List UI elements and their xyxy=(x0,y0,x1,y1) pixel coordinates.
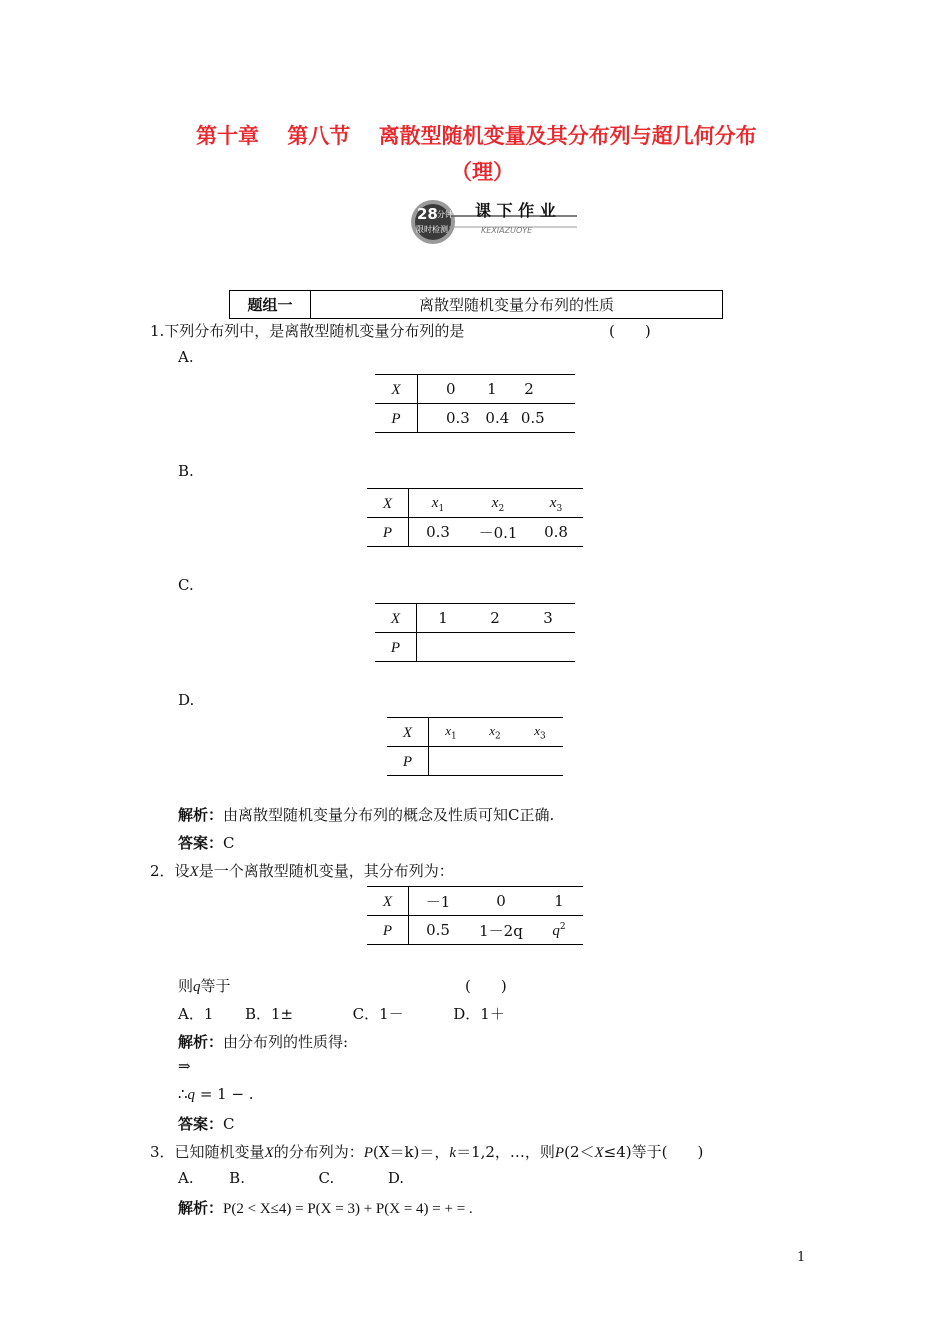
q1-analysis xyxy=(178,804,554,825)
q2-options xyxy=(178,1003,505,1024)
table-cell: 2 xyxy=(469,604,521,633)
table-cell: 1 xyxy=(535,887,583,916)
q2-implies: ⇒ xyxy=(178,1057,191,1075)
answer-text: C xyxy=(223,834,235,852)
table-cell: 0 xyxy=(467,887,535,916)
q1-option-c: C. xyxy=(178,576,194,594)
table-x-label: X xyxy=(382,495,393,512)
q1-answer xyxy=(178,832,235,853)
q2-therefore xyxy=(178,1085,254,1104)
table-cell: 1－2q xyxy=(467,916,535,945)
group-header xyxy=(229,290,723,319)
table-cell: 0.3 xyxy=(409,518,468,547)
table-cell-sup: 2 xyxy=(559,921,566,932)
table-cell: 0 xyxy=(446,380,456,398)
table-cell-sub: 2 xyxy=(498,503,505,514)
q2-analysis xyxy=(178,1031,348,1052)
table-cell-sub: 1 xyxy=(451,731,457,742)
table-cell: 0.4 xyxy=(485,409,510,427)
analysis-text: 由分布列的性质得: xyxy=(223,1033,349,1051)
table-p-label: P xyxy=(382,524,393,541)
text-run: ≤4)等于( ) xyxy=(603,1143,704,1161)
q1-paren: ( ) xyxy=(609,322,651,340)
homework-logo xyxy=(409,196,579,246)
q3-stem xyxy=(150,1141,703,1162)
text-run: 等于 xyxy=(200,977,231,995)
table-cell-sub: 2 xyxy=(495,731,501,742)
table-p-label: P xyxy=(402,753,413,770)
q1-table-a xyxy=(375,374,575,433)
table-cell: 0.5 xyxy=(520,409,545,427)
table-x-label: X xyxy=(402,724,413,741)
option-c: C．1－ xyxy=(352,1005,404,1023)
q1-stem: 1.下列分布列中，是离散型随机变量分布列的是 xyxy=(150,322,465,340)
group-label: 题组一 xyxy=(230,291,311,318)
option-c: C. xyxy=(318,1169,335,1187)
text-run: ＝k)＝， xyxy=(389,1143,450,1161)
table-cell: 0.5 xyxy=(409,916,468,945)
table-x-label: X xyxy=(390,610,401,627)
q1-option-a: A. xyxy=(178,348,194,366)
option-a: A. xyxy=(178,1169,194,1187)
q2-paren: ( ) xyxy=(465,977,507,995)
text-run: 2．设 xyxy=(150,862,190,880)
variable: P xyxy=(554,1145,565,1161)
analysis-label: 解析： xyxy=(178,806,224,824)
table-x-label: X xyxy=(382,893,393,910)
table-p-label: P xyxy=(382,922,393,939)
q1-table-c xyxy=(375,603,575,662)
table-cell: 2 xyxy=(524,380,534,398)
option-d: D. xyxy=(387,1169,405,1187)
table-cell-sub: 3 xyxy=(540,731,546,742)
text-run: 是一个离散型随机变量，其分布列为： xyxy=(198,862,454,880)
variable: X xyxy=(594,1145,604,1161)
text-run: (X xyxy=(372,1143,390,1161)
table-cell: x xyxy=(431,494,439,511)
text-run: ＝1,2，…，则 xyxy=(456,1143,555,1161)
page-number: 1 xyxy=(797,1250,806,1265)
table-x-label: X xyxy=(391,381,401,398)
variable: k xyxy=(449,1145,457,1161)
table-cell: x xyxy=(489,722,496,738)
table-cell: －1 xyxy=(409,887,468,916)
analysis-text: P(2 < X≤4) = P(X = 3) + P(X = 4) = + = . xyxy=(223,1201,473,1217)
option-b: B. xyxy=(229,1169,245,1187)
table-cell: x xyxy=(445,722,452,738)
q2-table xyxy=(367,886,583,945)
q1-table-d xyxy=(387,717,563,776)
table-cell: q xyxy=(552,922,560,939)
variable: P xyxy=(363,1145,373,1161)
variable: X xyxy=(264,1145,274,1161)
answer-text: C xyxy=(223,1115,235,1133)
text-run: = 1 − . xyxy=(195,1085,254,1103)
table-cell: －0.1 xyxy=(467,518,529,547)
text-run: 则 xyxy=(178,977,194,995)
variable: q xyxy=(187,1087,196,1103)
table-cell: x xyxy=(549,494,557,511)
option-a: A．1 xyxy=(178,1005,214,1023)
q1-option-d: D. xyxy=(178,691,195,709)
table-cell: 1 xyxy=(487,380,497,398)
option-b: B．1± xyxy=(244,1005,294,1023)
text-run: 的分布列为： xyxy=(273,1143,364,1161)
option-d: D．1＋ xyxy=(453,1005,505,1023)
answer-label: 答案： xyxy=(178,1115,224,1133)
logo-main-text: 课 下 作 业 xyxy=(475,201,556,220)
analysis-label: 解析： xyxy=(178,1033,224,1051)
logo-pinyin: KEXIAZUOYE xyxy=(481,226,533,235)
variable: q xyxy=(193,979,201,995)
table-cell: x xyxy=(491,494,499,511)
q2-stem xyxy=(150,860,454,881)
text-run: 3．已知随机变量 xyxy=(150,1143,265,1161)
table-p-label: P xyxy=(391,410,401,427)
variable: X xyxy=(189,864,199,880)
q3-options xyxy=(178,1169,404,1187)
answer-label: 答案： xyxy=(178,834,224,852)
q2-answer xyxy=(178,1113,235,1134)
logo-number: 28 xyxy=(417,205,438,223)
analysis-text: 由离散型随机变量分布列的概念及性质可知C正确. xyxy=(223,806,555,824)
q1-table-b xyxy=(367,488,583,547)
text-run: (2＜ xyxy=(564,1143,595,1161)
table-cell: 0.3 xyxy=(446,409,470,427)
chapter-subtitle: （理） xyxy=(451,160,514,184)
table-cell: 3 xyxy=(521,604,575,633)
table-cell: 1 xyxy=(417,604,470,633)
q1-option-b: B. xyxy=(178,462,194,480)
analysis-label: 解析： xyxy=(178,1199,224,1217)
text-run: ∴ xyxy=(178,1085,188,1103)
table-cell: 0.8 xyxy=(529,518,583,547)
logo-small-bottom: 限时检测 xyxy=(416,225,448,234)
q2-ask xyxy=(178,975,231,996)
chapter-title: 第十章 第八节 离散型随机变量及其分布列与超几何分布 xyxy=(196,124,757,148)
group-topic: 离散型随机变量分布列的性质 xyxy=(418,296,614,314)
table-p-label: P xyxy=(390,639,401,656)
logo-small-top: 分钟 xyxy=(437,210,453,219)
table-cell-sub: 1 xyxy=(438,503,445,514)
table-cell: x xyxy=(534,722,541,738)
table-cell-sub: 3 xyxy=(556,503,563,514)
q3-analysis xyxy=(178,1197,473,1218)
